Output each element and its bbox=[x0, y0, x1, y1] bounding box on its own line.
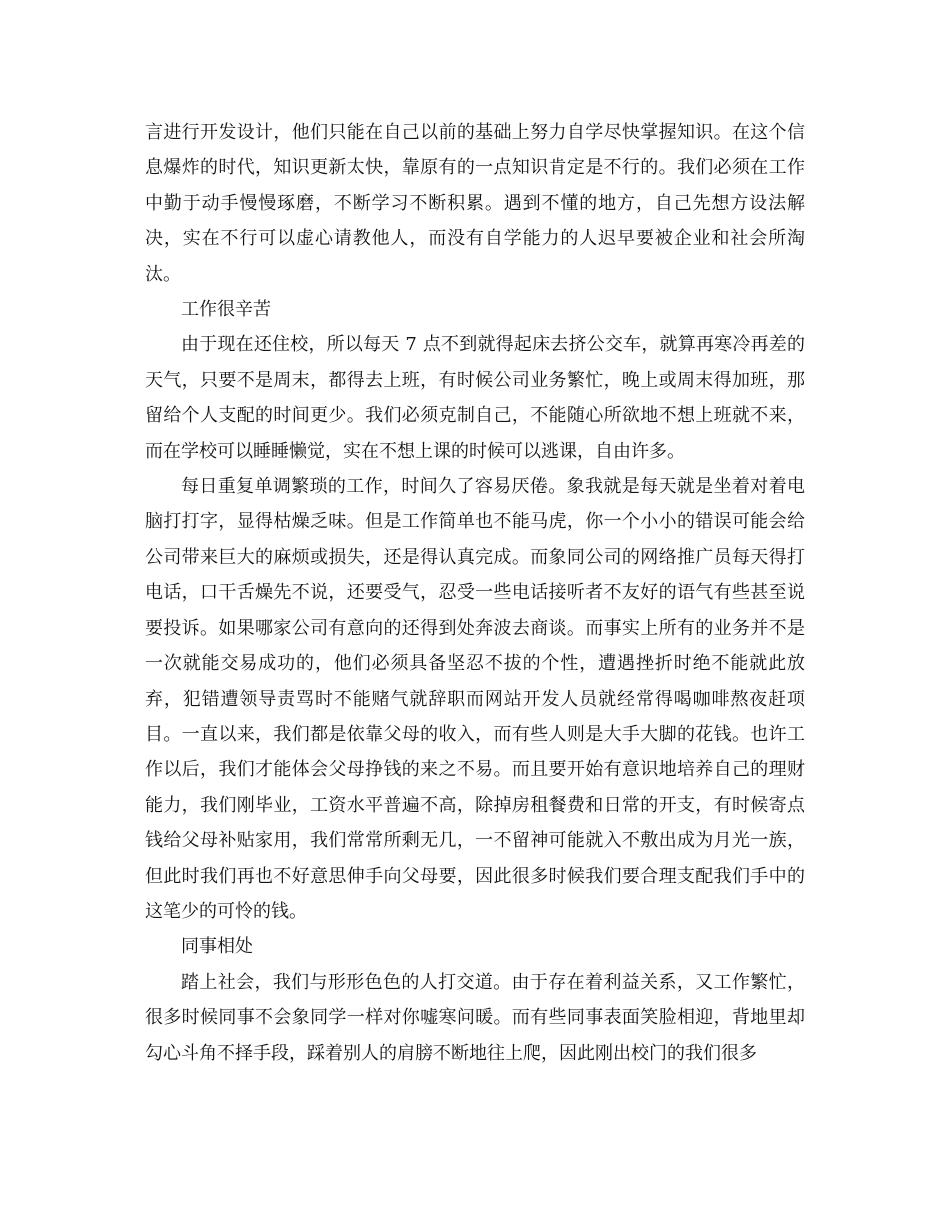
document-body bbox=[145, 115, 805, 1071]
paragraph-1: 言进行开发设计，他们只能在自己以前的基础上努力自学尽快掌握知识。在这个信息爆炸的时代，知识更新太快，靠原有的一点知识肯定是不行的。我们必须在工作中勤于动手慢慢琢磨，不断学习不断积累。遇到不懂的地方，自己先想方设法解决，实在不行可以虚心请教他人，而没有自学能力的人迟早要被企业和社会所淘汰。 bbox=[145, 122, 805, 285]
section-heading-colleagues: 同事相处 bbox=[181, 936, 253, 958]
paragraph-4: 每日重复单调繁琐的工作，时间久了容易厌倦。象我就是每天就是坐着对着电脑打打字，显得枯燥乏味。但是工作简单也不能马虎，你一个小小的错误可能会给公司带来巨大的麻烦或损失，还是得认真完成。而象同公司的网络推广员每天得打电话，口干舌燥先不说，还要受气，忍受一些电话接听者不友好的语气有些甚至说要投诉。如果哪家公司有意向的还得到处奔波去商谈。而事实上所有的业务并不是一次就能交易成功的，他们必须具备坚忍不拔的个性，遭遇挫折时绝不能就此放弃，犯错遭领导责骂时不能赌气就辞职而网站开发人员就经常得喝咖啡熬夜赶项目。一直以来，我们都是依靠父母的收入，而有些人则是大手大脚的花钱。也许工作以后，我们才能体会父母挣钱的来之不易。而且要开始有意识地培养自己的理财能力，我们刚毕业，工资水平普遍不高，除掉房租餐费和日常的开支，有时候寄点钱给父母补贴家用，我们常常所剩无几，一不留神可能就入不敷出成为月光一族，但此时我们再也不好意思伸手向父母要，因此很多时候我们要合理支配我们手中的这笔少的可怜的钱。 bbox=[145, 476, 805, 922]
paragraph-3: 由于现在还住校，所以每天 7 点不到就得起床去挤公交车，就算再寒冷再差的天气，只要不是周末，都得去上班，有时候公司业务繁忙，晚上或周末得加班，那留给个人支配的时间更少。我们必须克制自己，不能随心所欲地不想上班就不来，而在学校可以睡睡懒觉，实在不想上课的时候可以逃课，自由许多。 bbox=[145, 334, 805, 462]
section-heading-work-hard: 工作很辛苦 bbox=[181, 299, 271, 321]
paragraph-6: 踏上社会，我们与形形色色的人打交道。由于存在着利益关系，又工作繁忙，很多时候同事不会象同学一样对你嘘寒问暖。而有些同事表面笑脸相迎，背地里却勾心斗角不择手段，踩着别人的肩膀不断地往上爬，因此刚出校门的我们很多 bbox=[145, 971, 805, 1064]
